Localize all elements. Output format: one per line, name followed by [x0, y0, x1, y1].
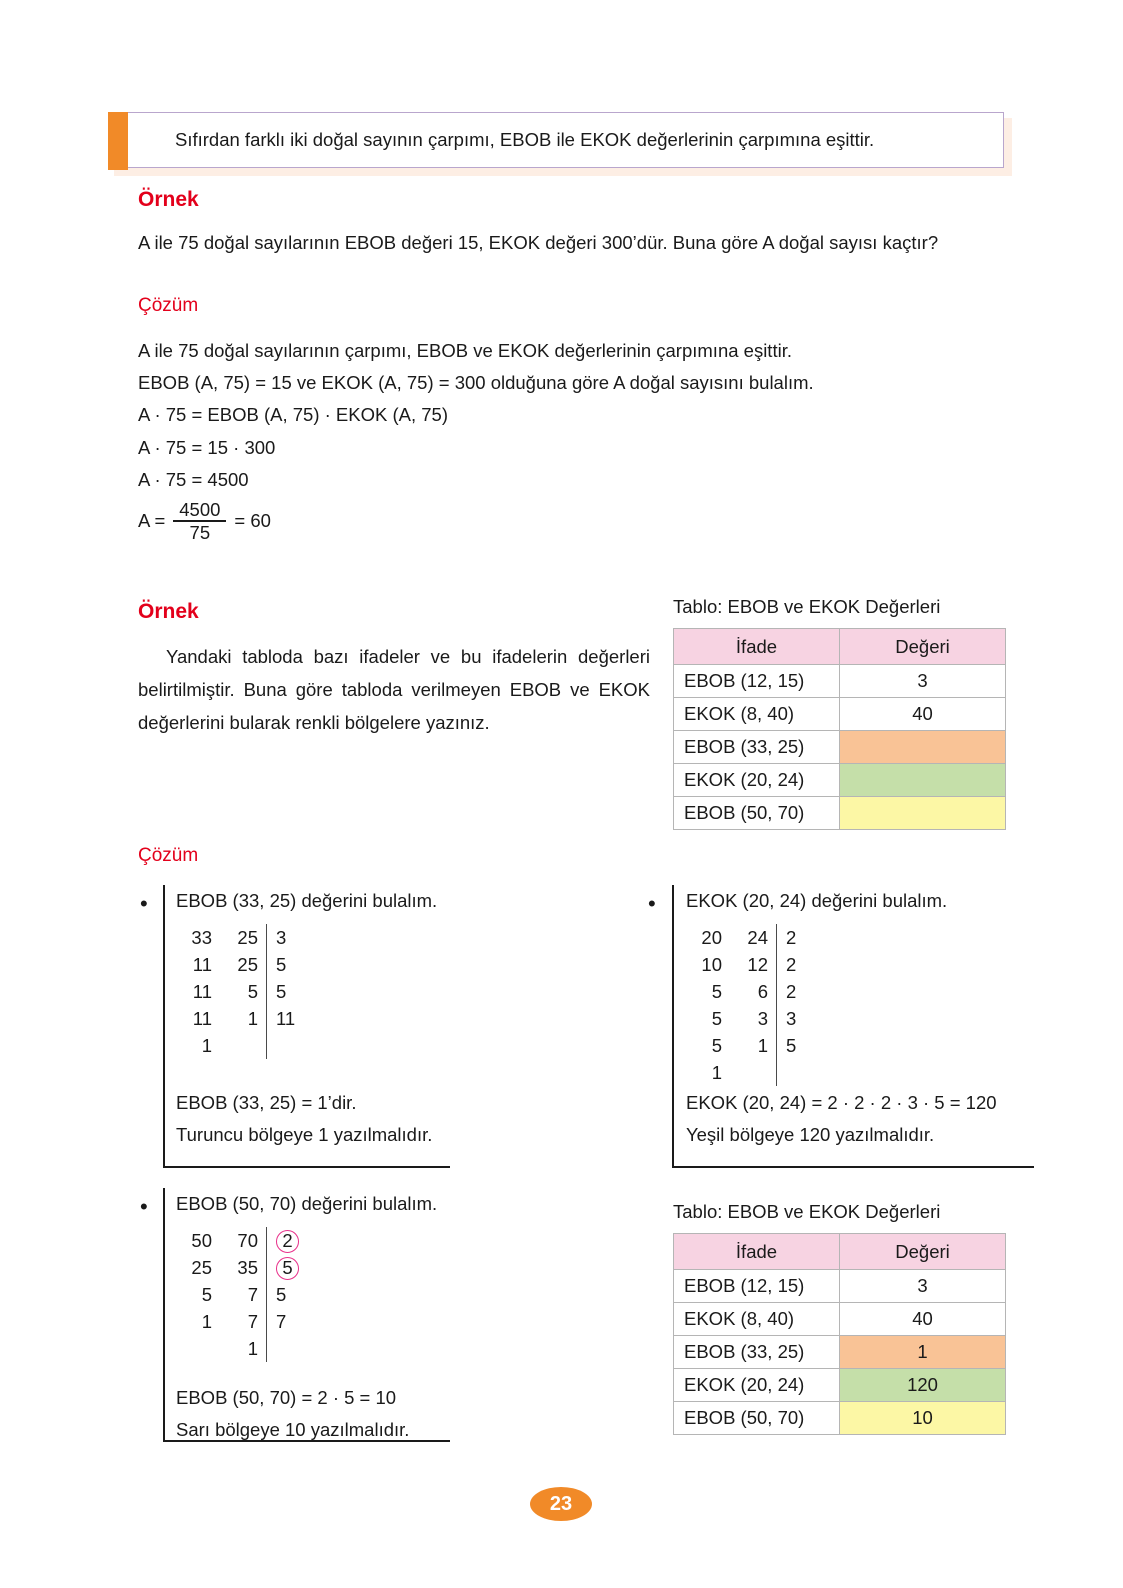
example2-prompt: Yandaki tabloda bazı ifadeler ve bu ifadelerin değerleri belirtilmiştir. Buna göre tabloda verilmeyen EBOB ve EKOK değerlerini bularak renkli bölgelere yazınız.	[138, 646, 650, 733]
example1-heading: Örnek	[138, 188, 199, 211]
table-bottom-value-3: 120	[840, 1369, 1006, 1402]
table-top-header-expr: İfade	[674, 629, 840, 665]
ladder-b: 7	[247, 1284, 258, 1305]
table-bottom-value-2: 1	[840, 1336, 1006, 1369]
ladder-divider	[266, 1335, 267, 1362]
ladder-a: 5	[711, 981, 722, 1002]
table-top-expr-3: EKOK (20, 24)	[674, 764, 840, 797]
page-number-badge: 23	[530, 1487, 592, 1521]
ladder-b: 70	[237, 1230, 258, 1251]
ladder-a: 5	[711, 1035, 722, 1056]
block-c-result: EBOB (50, 70) = 2 · 5 = 10	[176, 1387, 397, 1408]
ladder-row	[172, 1254, 304, 1281]
block-a-result: EBOB (33, 25) = 1’dir.	[176, 1092, 357, 1113]
ladder-c-circled	[267, 1227, 304, 1254]
table-bottom	[673, 1233, 1006, 1435]
table-top	[673, 628, 1006, 830]
table-bottom-value-0: 3	[840, 1270, 1006, 1303]
block-c-title: EBOB (50, 70) değerini bulalım.	[176, 1193, 438, 1214]
table-bottom-value-1: 40	[840, 1303, 1006, 1336]
table-top-value-4[interactable]	[840, 797, 1006, 830]
table-top-expr-4: EBOB (50, 70)	[674, 797, 840, 830]
example1-solution-heading: Çözüm	[138, 295, 199, 316]
table-top-header-row	[674, 629, 1006, 665]
block-c-note: Sarı bölgeye 10 yazılmalıdır.	[176, 1419, 410, 1440]
block-c-bullet: •	[140, 1194, 148, 1219]
ladder-b: 35	[237, 1257, 258, 1278]
block-c-ladder	[172, 1227, 304, 1362]
example2-solution-heading: Çözüm	[138, 845, 199, 866]
fraction-denominator: 75	[189, 522, 211, 544]
ladder-row	[682, 924, 814, 951]
ladder-row	[172, 1335, 304, 1362]
example1-line-4: A · 75 = 15 · 300	[138, 437, 276, 458]
example1-question: A ile 75 doğal sayılarının EBOB değeri 15, EKOK değeri 300’dür. Buna göre A doğal sayısı kaçtır?	[138, 232, 939, 253]
ladder-a: 25	[191, 1257, 212, 1278]
fraction-stack	[173, 500, 226, 542]
ladder-c: 3	[786, 1008, 797, 1029]
ladder-row	[172, 1308, 304, 1335]
ladder-row	[172, 1281, 304, 1308]
ladder-c: 7	[276, 1311, 287, 1332]
table-top-value-1: 40	[840, 698, 1006, 731]
ladder-c: 5	[276, 981, 287, 1002]
example1-line-1: A ile 75 doğal sayılarının çarpımı, EBOB ve EKOK değerlerinin çarpımına eşittir.	[138, 340, 792, 361]
table-bottom-expr-1: EKOK (8, 40)	[674, 1303, 840, 1336]
table-bottom-header-row	[674, 1234, 1006, 1270]
ladder-c-circled	[267, 1254, 304, 1281]
table-bottom-expr-2: EBOB (33, 25)	[674, 1336, 840, 1369]
table-row	[674, 797, 1006, 830]
ladder-a: 11	[192, 954, 212, 975]
ladder-b: 25	[237, 927, 258, 948]
block-a-note: Turuncu bölgeye 1 yazılmalıdır.	[176, 1124, 433, 1145]
ladder-c: 11	[276, 1008, 296, 1029]
table-row	[674, 1369, 1006, 1402]
ladder-row	[172, 1227, 304, 1254]
banner-box	[108, 112, 1004, 168]
block-b-note: Yeşil bölgeye 120 yazılmalıdır.	[686, 1124, 935, 1145]
table-top-header-value: Değeri	[840, 629, 1006, 665]
ladder-a: 10	[701, 954, 722, 975]
table-row	[674, 731, 1006, 764]
ladder-a: 50	[191, 1230, 212, 1251]
ladder-a: 5	[201, 1284, 212, 1305]
ladder-divider	[776, 1059, 777, 1086]
fraction-rhs: = 60	[234, 510, 271, 532]
circled-factor: 5	[276, 1257, 299, 1280]
block-b-ladder	[682, 924, 814, 1086]
example1-line-3: A · 75 = EBOB (A, 75) · EKOK (A, 75)	[138, 404, 448, 425]
ladder-a: 11	[192, 981, 212, 1002]
ladder-row	[172, 1005, 304, 1032]
table-bottom-header-value: Değeri	[840, 1234, 1006, 1270]
table-top-value-2[interactable]	[840, 731, 1006, 764]
table-bottom-header-expr: İfade	[674, 1234, 840, 1270]
table-row	[674, 1402, 1006, 1435]
block-a-ladder	[172, 924, 304, 1059]
ladder-row	[682, 978, 814, 1005]
ladder-b: 7	[247, 1311, 258, 1332]
circled-factor: 2	[276, 1230, 299, 1253]
ladder-a: 20	[701, 927, 722, 948]
block-b-bullet: •	[648, 891, 656, 916]
ladder-row	[172, 1032, 304, 1059]
block-b-result: EKOK (20, 24) = 2 · 2 · 2 · 3 · 5 = 120	[686, 1092, 997, 1113]
ladder-b: 3	[757, 1008, 768, 1029]
example1-line-2: EBOB (A, 75) = 15 ve EKOK (A, 75) = 300 olduğuna göre A doğal sayısını bulalım.	[138, 372, 814, 393]
table-bottom-expr-4: EBOB (50, 70)	[674, 1402, 840, 1435]
ladder-c: 5	[276, 954, 287, 975]
ladder-c: 5	[276, 1284, 287, 1305]
table-row	[674, 1303, 1006, 1336]
ladder-b: 1	[247, 1338, 258, 1359]
banner-text: Sıfırdan farklı iki doğal sayının çarpımı, EBOB ile EKOK değerlerinin çarpımına eşittir.	[175, 129, 875, 150]
table-top-value-0: 3	[840, 665, 1006, 698]
ladder-a: 1	[201, 1311, 212, 1332]
ladder-a: 11	[192, 1008, 212, 1029]
ladder-row	[172, 951, 304, 978]
table-top-expr-2: EBOB (33, 25)	[674, 731, 840, 764]
ladder-c: 5	[786, 1035, 797, 1056]
ladder-b: 25	[237, 954, 258, 975]
table-top-expr-1: EKOK (8, 40)	[674, 698, 840, 731]
ladder-a: 33	[191, 927, 212, 948]
ladder-row	[682, 1032, 814, 1059]
table-bottom-caption: Tablo: EBOB ve EKOK Değerleri	[673, 1201, 941, 1222]
table-top-expr-0: EBOB (12, 15)	[674, 665, 840, 698]
table-bottom-value-4: 10	[840, 1402, 1006, 1435]
ladder-c: 2	[786, 954, 797, 975]
ladder-a: 5	[711, 1008, 722, 1029]
table-row	[674, 1336, 1006, 1369]
block-a-bullet: •	[140, 891, 148, 916]
table-row	[674, 665, 1006, 698]
ladder-row	[682, 951, 814, 978]
ladder-row	[172, 978, 304, 1005]
ladder-row	[682, 1005, 814, 1032]
ladder-a: 1	[201, 1035, 212, 1056]
fraction-lhs: A =	[138, 510, 166, 532]
block-a-title: EBOB (33, 25) değerini bulalım.	[176, 890, 438, 911]
ladder-b: 12	[747, 954, 768, 975]
table-bottom-expr-3: EKOK (20, 24)	[674, 1369, 840, 1402]
block-b-title: EKOK (20, 24) değerini bulalım.	[686, 890, 948, 911]
ladder-c: 2	[786, 927, 797, 948]
table-top-caption: Tablo: EBOB ve EKOK Değerleri	[673, 596, 941, 617]
example1-line-5: A · 75 = 4500	[138, 469, 249, 490]
fraction-numerator: 4500	[179, 499, 221, 520]
table-top-value-3[interactable]	[840, 764, 1006, 797]
ladder-divider	[266, 1032, 267, 1059]
ladder-c: 3	[276, 927, 287, 948]
ladder-a: 1	[711, 1062, 722, 1083]
ladder-c: 2	[786, 981, 797, 1002]
ladder-b: 5	[247, 981, 258, 1002]
ladder-b: 1	[757, 1035, 768, 1056]
ladder-b: 24	[747, 927, 768, 948]
ladder-row	[682, 1059, 814, 1086]
table-row	[674, 698, 1006, 731]
banner-orange-tab	[108, 112, 128, 170]
example2-heading: Örnek	[138, 600, 199, 623]
ladder-b: 1	[247, 1008, 258, 1029]
table-bottom-expr-0: EBOB (12, 15)	[674, 1270, 840, 1303]
ladder-b: 6	[757, 981, 768, 1002]
table-row	[674, 764, 1006, 797]
table-row	[674, 1270, 1006, 1303]
rule-banner	[108, 112, 1006, 170]
example1-fraction	[138, 500, 271, 542]
ladder-row	[172, 924, 304, 951]
